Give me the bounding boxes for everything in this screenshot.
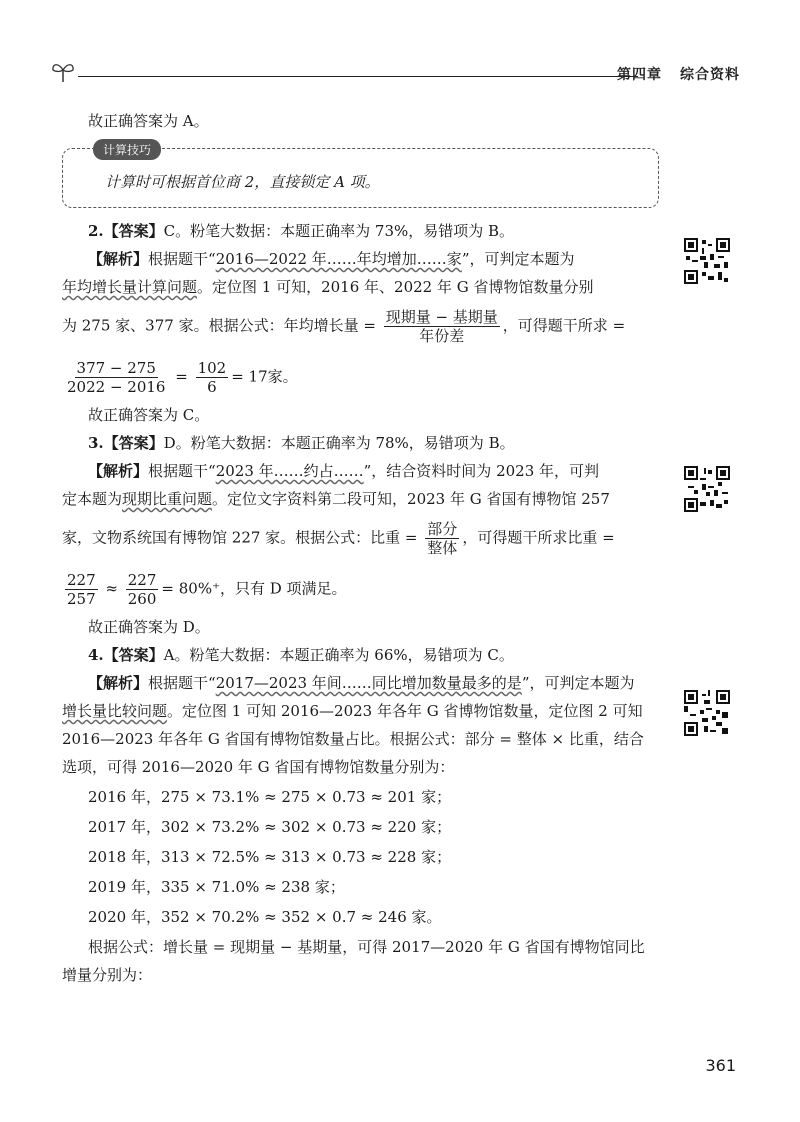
q3-calc-num-2: 227: [127, 571, 157, 589]
q2-analysis-label: 【解析】: [88, 250, 149, 268]
q2-conclusion: 故正确答案为 C。: [88, 406, 210, 424]
q3-text-5: 家，文物系统国有博物馆 227 家。根据公式：比重 =: [62, 528, 418, 547]
tip-tag: 计算技巧: [93, 139, 161, 160]
q2-type: 年均增长量计算问题: [62, 278, 198, 296]
q4-type: 增长量比较问题: [62, 702, 168, 720]
qr-code-icon[interactable]: [684, 238, 730, 284]
q2-formula-fraction: [384, 308, 500, 345]
q3-answer-text: D。粉笔大数据：本题正确率为 78%，易错项为 B。: [163, 434, 515, 452]
q4-calc-line-2020: 2020 年，352 × 70.2% ≈ 352 × 0.7 ≈ 246 家。: [88, 908, 442, 926]
q3-type: 现期比重问题: [122, 490, 213, 508]
q3-calc-fraction-2: [126, 571, 159, 608]
q3-analysis: [62, 460, 662, 482]
q2-calc-num-2: 102: [197, 359, 227, 377]
tip-text: 计算时可根据首位商 2，直接锁定 A 项。: [105, 173, 380, 191]
q3-calc-den-1: 257: [67, 590, 96, 608]
page-header: [50, 58, 740, 88]
q4-text-1: 根据题干“: [148, 674, 216, 692]
tip-box: [62, 143, 659, 208]
q2-calc-den-1: 2022 − 2016: [67, 378, 166, 396]
q4-calc-line-2018: 2018 年，313 × 72.5% ≈ 313 × 0.73 ≈ 228 家；: [88, 848, 452, 866]
q3-formula-fraction: [425, 520, 459, 557]
q2-text-4: 为 275 家、377 家。根据公式：年均增长量 =: [62, 316, 376, 335]
page-content: [62, 110, 662, 986]
q3-answer-label: 3.【答案】: [88, 434, 164, 452]
q2-answer: [62, 220, 662, 242]
q3-answer: [62, 432, 662, 454]
q3-text-2: ”，结合资料时间为 2023 年，可判: [363, 462, 600, 480]
q4-text-3: 。定位图 1 可知 2016—2023 年各年 G 省博物馆数量，定位图 2 可知: [167, 702, 643, 720]
chapter-title: [617, 64, 740, 84]
q2-calc-fraction-1: [65, 359, 167, 396]
q2-answer-label: 2.【答案】: [88, 222, 164, 240]
sprout-icon: [50, 58, 76, 84]
q3-text-4: 。定位文字资料第二段可知，2023 年 G 省国有博物馆 257: [212, 490, 610, 508]
q4-answer: [62, 644, 662, 666]
q3-calc-result: = 80%⁺，只有 D 项满足。: [161, 579, 347, 598]
q2-text-3: 。定位图 1 可知，2016 年、2022 年 G 省博物馆数量分别: [197, 278, 594, 296]
intro-conclusion: 故正确答案为 A。: [88, 112, 209, 130]
q4-analysis-label: 【解析】: [88, 674, 149, 692]
q4-keyword: 2017—2023 年间……同比增加数量最多的是: [215, 674, 522, 692]
q3-analysis-label: 【解析】: [88, 462, 149, 480]
q2-text-1: 根据题干“: [148, 250, 216, 268]
q3-text-6: ，可得题干所求比重 =: [462, 528, 615, 547]
q4-analysis-line2: [62, 700, 662, 722]
q3-calc-den-2: 260: [127, 590, 157, 608]
q3-formula-den: 整体: [427, 539, 458, 557]
qr-code-icon[interactable]: [684, 690, 730, 736]
q4-growth-line-1: 根据公式：增长量 = 现期量 − 基期量，可得 2017—2020 年 G 省国有博物馆同比: [88, 938, 645, 956]
q4-text-2: ”，可判定本题为: [521, 674, 635, 692]
q2-answer-text: C。粉笔大数据：本题正确率为 73%，易错项为 B。: [163, 222, 515, 240]
q3-calc-num-1: 227: [67, 571, 96, 589]
q2-analysis: [62, 248, 662, 270]
q3-text-3: 定本题为: [62, 490, 123, 508]
q3-calc-line: $\frac{227}{257}$ ≈ $\frac{227}{260}$ = 80%⁺，只有 D 项满足。: [67, 571, 347, 608]
q2-calc-den-2: 6: [207, 378, 217, 396]
q2-calc-line: $\frac{377 - 275}{2022 - 2016}$ = $\frac{102}{6}$ = 17家。: [67, 359, 298, 396]
q4-calc-line-2017: 2017 年，302 × 73.2% ≈ 302 × 0.73 ≈ 220 家；: [88, 818, 452, 836]
q2-formula-num: 现期量 − 基期量: [385, 308, 498, 326]
header-rule: [78, 76, 638, 77]
q2-formula-den: 年份差: [419, 327, 465, 345]
q4-answer-text: A。粉笔大数据：本题正确率为 66%，易错项为 C。: [163, 646, 514, 664]
q2-keyword: 2016—2022 年……年均增加……家: [215, 250, 462, 268]
q2-analysis-line2: [62, 276, 662, 298]
page-number: 361: [705, 1056, 736, 1075]
q2-text-5: ，可得题干所求 =: [502, 316, 626, 335]
q4-growth-line-2: 增量分别为：: [62, 966, 153, 984]
q4-analysis-line3: 2016—2023 年各年 G 省国有博物馆数量占比。根据公式：部分 = 整体 × 比重，结合: [62, 730, 644, 748]
q3-calc-fraction-1: [65, 571, 98, 608]
section-title: 综合资料: [680, 67, 740, 83]
q2-formula-line: [62, 308, 662, 345]
q3-keyword: 2023 年……约占……: [215, 462, 364, 480]
qr-code-icon[interactable]: [684, 466, 730, 512]
q2-calc-fraction-2: [196, 359, 229, 396]
chapter-number: 第四章: [617, 67, 662, 83]
q4-answer-label: 4.【答案】: [88, 646, 164, 664]
q3-formula-num: 部分: [427, 520, 458, 538]
q4-calc-line-2019: 2019 年，335 × 71.0% ≈ 238 家；: [88, 878, 345, 896]
q2-calc-result: = 17家。: [231, 367, 298, 386]
q2-calc-num-1: 377 − 275: [76, 359, 156, 377]
q4-calc-line-2016: 2016 年，275 × 73.1% ≈ 275 × 0.73 ≈ 201 家；: [88, 788, 452, 806]
q4-analysis: [62, 672, 662, 694]
q3-formula-line: [62, 520, 662, 557]
q3-text-1: 根据题干“: [148, 462, 216, 480]
q3-analysis-line2: [62, 488, 662, 510]
q4-analysis-line4: 选项，可得 2016—2020 年 G 省国有博物馆数量分别为：: [62, 758, 455, 776]
q2-text-2: ”，可判定本题为: [461, 250, 575, 268]
q3-conclusion: 故正确答案为 D。: [88, 618, 210, 636]
